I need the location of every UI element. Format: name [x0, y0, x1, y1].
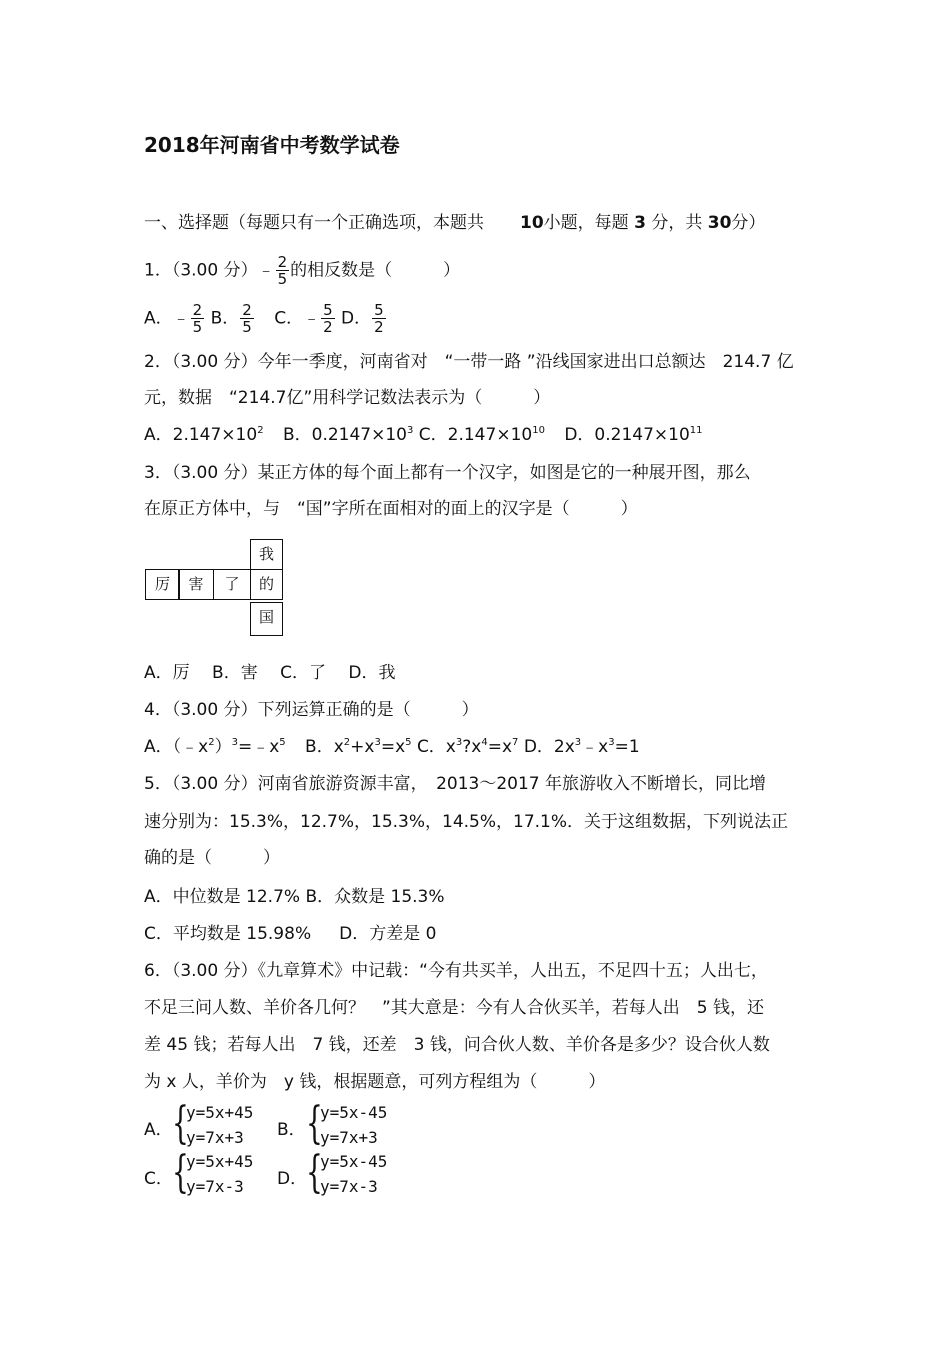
net-cell-1: 厉 [145, 569, 180, 600]
net-cell-4: 的 [250, 569, 283, 600]
q1-option-a-label: A．﹣ [144, 308, 190, 329]
brace-icon: { [172, 1147, 189, 1198]
q2-option-a: A．2.147×10 [144, 425, 258, 445]
question-1-stem [144, 254, 460, 287]
question-3-line-1: 3．（3.00 分）某正方体的每个面上都有一个汉字，如图是它的一种展开图，那么 [144, 463, 751, 483]
q4-d-e1: 3 [574, 737, 582, 748]
brace-icon: { [306, 1147, 323, 1198]
question-5-line-1: 5．（3.00 分）河南省旅游资源丰富， 2013～2017 年旅游收入不断增长，同比增 [144, 774, 767, 794]
question-3-line-2: 在原正方体中，与 “国”字所在面相对的面上的汉字是（ ） [144, 499, 638, 519]
q2-option-d-exp: 11 [689, 425, 703, 436]
q4-b-pre: B．x [305, 737, 344, 757]
q2-option-d: D．0.2147×10 [564, 425, 690, 445]
brace-icon: { [172, 1098, 189, 1149]
q4-b-mid: +x [350, 737, 375, 757]
q1-option-b-label: B． [210, 308, 240, 329]
q6-option-d-system [306, 1147, 396, 1198]
section-header-mid2: 分，共 [651, 213, 703, 233]
question-5-line-3: 确的是（ ） [144, 848, 280, 868]
q1-d-num: 5 [374, 301, 384, 319]
q1-stem-pre: 1．（3.00 分）﹣ [144, 260, 275, 281]
page-title: 2018年河南省中考数学试卷 [144, 133, 400, 157]
q6-option-d-label: D． [277, 1169, 308, 1189]
question-3-options: A．厉 B．害 C．了 D．我 [144, 663, 396, 683]
q1-option-d-fraction [372, 302, 386, 335]
q5-option-a: A．中位数是 12.7% [144, 887, 301, 907]
q4-c-e1: 3 [455, 737, 463, 748]
q5-option-d: D．方差是 0 [339, 924, 437, 944]
q6-b-eq2: y=7x+3 [320, 1128, 378, 1147]
q6-option-a-system [172, 1098, 262, 1149]
q5-option-b: B．众数是 15.3% [305, 887, 445, 907]
question-6-line-4: 为 x 人，羊价为 y 钱，根据题意，可列方程组为（ ） [144, 1072, 606, 1092]
question-6-line-1: 6．（3.00 分）《九章算术》中记载：“今有共买羊，人出五，不足四十五；人出七， [144, 961, 768, 981]
q6-option-b-system [306, 1098, 396, 1149]
q6-d-eq2: y=7x-3 [320, 1177, 378, 1196]
q6-option-a-label: A． [144, 1120, 173, 1140]
section-header [144, 212, 765, 234]
q4-d-e2: 3 [608, 737, 615, 748]
q1-a-num: 2 [192, 301, 203, 319]
question-2-line-1: 2．（3.00 分）今年一季度，河南省对 “一带一路 ”沿线国家进出口总额达 214.7 亿 [144, 352, 794, 372]
q6-a-eq1: y=5x+45 [186, 1103, 254, 1122]
points-total: 30 [707, 213, 732, 233]
q4-c-mid: ?x [462, 737, 482, 757]
q4-a-e1: 2 [208, 737, 215, 748]
q4-a-e3: 5 [279, 737, 286, 748]
q1-option-b-fraction [240, 302, 254, 335]
q4-c-e3: 7 [512, 737, 519, 748]
section-header-pre: 一、选择题（每题只有一个正确选项，本题共 [144, 213, 484, 233]
q1-b-num: 2 [242, 301, 252, 319]
q1-option-c-label: C．﹣ [274, 308, 321, 329]
q6-option-b-label: B． [277, 1120, 306, 1140]
question-5-line-2: 速分别为：15.3%，12.7%，15.3%，14.5%，17.1%．关于这组数据，下列说法正 [144, 812, 789, 832]
question-6-line-2: 不足三问人数、羊价各几何？ ”其大意是：今有人合伙买羊，若每人出 5 钱，还 [144, 998, 765, 1018]
q2-option-c-exp: 10 [532, 425, 545, 436]
q6-a-eq2: y=7x+3 [186, 1128, 244, 1147]
q1-b-den: 5 [242, 318, 252, 336]
q4-d-post: =1 [614, 737, 640, 757]
q1-c-den: 2 [323, 318, 333, 336]
question-5-options-row-2 [144, 923, 436, 945]
q1-a-den: 5 [192, 318, 203, 336]
question-6-line-3: 差 45 钱；若每人出 7 钱，还差 3 钱，问合伙人数、羊价各是多少？设合伙人数 [144, 1035, 770, 1055]
q1-option-c-fraction [321, 302, 335, 335]
q2-option-b: B．0.2147×10 [282, 425, 407, 445]
question-4-stem: 4．（3.00 分）下列运算正确的是（ ） [144, 700, 479, 720]
q1-fraction [276, 254, 290, 287]
question-1-options [144, 302, 387, 335]
net-cell-2: 害 [178, 569, 214, 600]
q4-c-pre: C．x [416, 737, 456, 757]
net-cell-bottom: 国 [250, 602, 283, 636]
q6-c-eq2: y=7x-3 [186, 1177, 244, 1196]
question-5-options-row-1 [144, 886, 445, 908]
q4-d-mid: ﹣x [581, 737, 609, 757]
q1-d-den: 2 [374, 318, 384, 336]
q4-a-post: =﹣x [237, 737, 280, 757]
q1-c-num: 5 [323, 301, 333, 319]
q1-frac-num: 2 [277, 253, 288, 271]
net-cell-3: 了 [213, 569, 251, 600]
q5-option-c: C．平均数是 15.98% [144, 924, 312, 944]
q1-frac-den: 5 [277, 270, 288, 288]
q1-option-a-fraction [191, 302, 205, 335]
question-4-options [144, 736, 640, 758]
q2-option-b-exp: 3 [407, 425, 414, 436]
points-each: 3 [634, 213, 646, 233]
q6-option-c-system [172, 1147, 262, 1198]
q4-a-e2: 3 [231, 737, 238, 748]
q4-c-e2: 4 [481, 737, 488, 748]
section-header-mid1: 小题，每题 [543, 213, 629, 233]
q6-c-eq1: y=5x+45 [186, 1152, 254, 1171]
section-header-post: 分） [731, 213, 766, 233]
q4-c-post: =x [487, 737, 513, 757]
q4-b-e2: 3 [374, 737, 381, 748]
q6-b-eq1: y=5x-45 [320, 1103, 388, 1122]
q4-b-e1: 2 [343, 737, 351, 748]
q4-d-pre: D．2x [523, 737, 575, 757]
q4-a-pre: A．（﹣x [144, 737, 209, 757]
q1-option-d-label: D． [341, 308, 372, 329]
brace-icon: { [306, 1098, 323, 1149]
question-2-line-2: 元，数据 “214.7亿”用科学记数法表示为（ ） [144, 388, 551, 408]
q6-option-c-label: C． [144, 1169, 173, 1189]
question-count: 10 [520, 213, 544, 233]
q6-d-eq1: y=5x-45 [320, 1152, 388, 1171]
net-cell-top: 我 [250, 539, 283, 570]
q4-a-mid: ） [214, 737, 232, 757]
q4-b-post: =x [380, 737, 406, 757]
question-2-options [144, 424, 703, 446]
q2-option-c: C．2.147×10 [418, 425, 533, 445]
q1-stem-post: 的相反数是（ ） [290, 260, 461, 281]
q4-b-e3: 5 [405, 737, 412, 748]
q2-option-a-exp: 2 [257, 425, 264, 436]
